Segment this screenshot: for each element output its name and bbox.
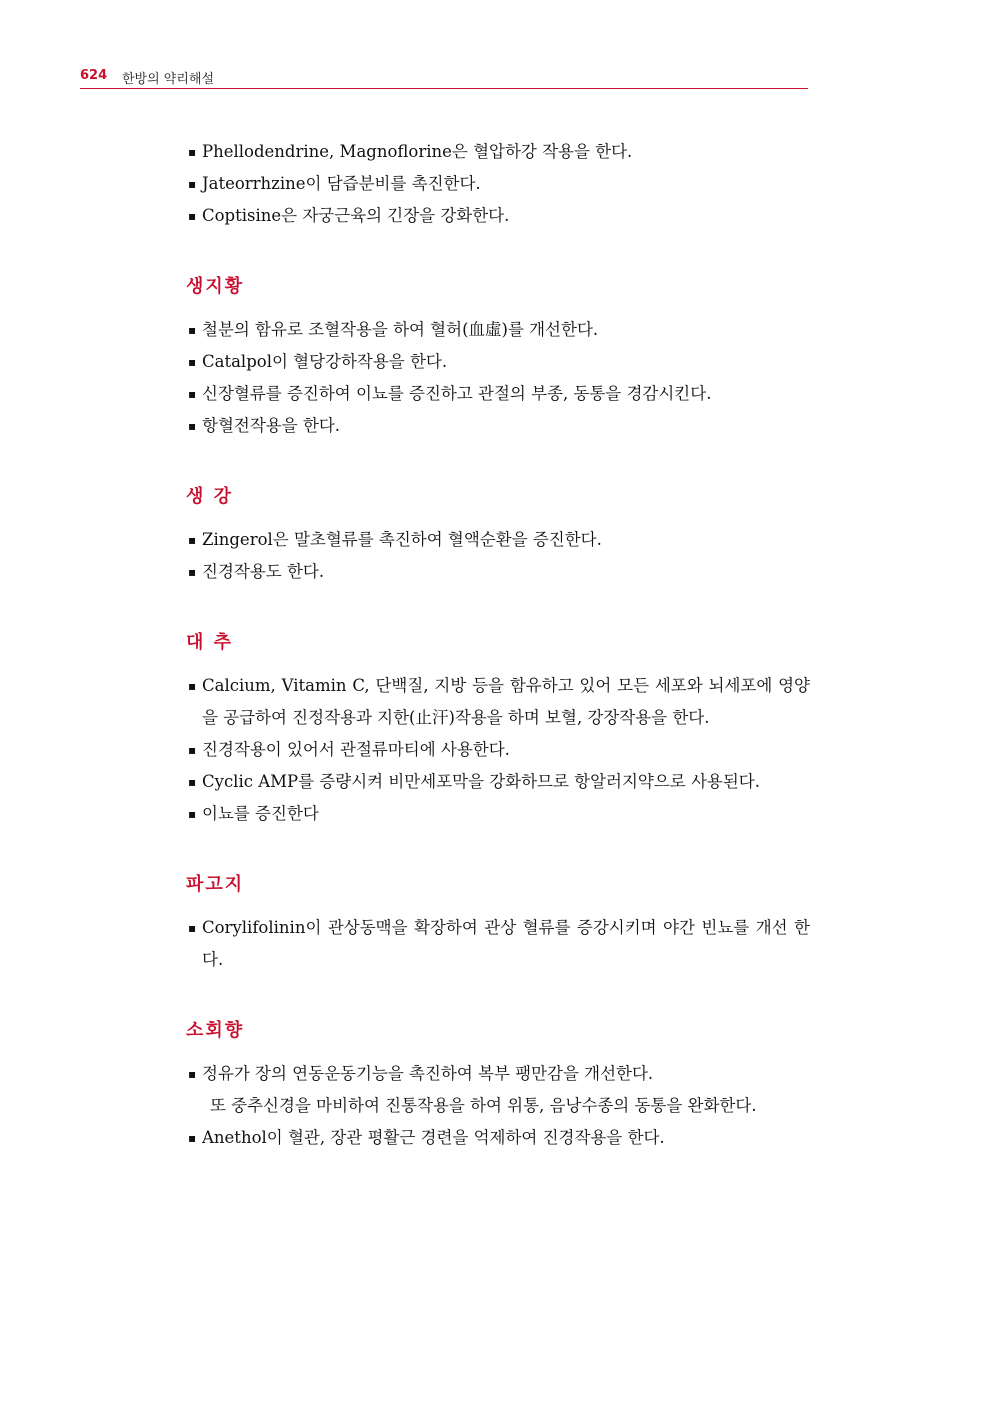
bullet-icon: ▪ (188, 775, 197, 789)
bullet-icon: ▪ (188, 177, 197, 191)
section-title: 파고지 (186, 874, 245, 895)
list-item: ▪ Jateorrhzine이 담즙분비를 촉진한다. (186, 168, 810, 200)
list-item: ▪ Phellodendrine, Magnoflorine은 혈압하강 작용을 한다. (186, 136, 810, 168)
list-item: ▪ Anethol이 혈관, 장관 평활근 경련을 억제하여 진경작용을 한다. (186, 1122, 810, 1154)
bullet-icon: ▪ (188, 1131, 197, 1145)
list-item: ▪ 신장혈류를 증진하여 이뇨를 증진하고 관절의 부종, 동통을 경감시킨다. (186, 378, 810, 410)
book-title: 한방의 약리해설 (122, 72, 215, 87)
item-list (186, 314, 810, 442)
section-title: 생지황 (186, 276, 245, 297)
list-item: ▪ Calcium, Vitamin C, 단백질, 지방 등을 함유하고 있어 모든 세포와 뇌세포에 영양을 공급하여 진정작용과 지한(止汗)작용을 하며 보혈, 강장작용을 한다. (186, 670, 810, 734)
list-item: ▪ Cyclic AMP를 증량시켜 비만세포막을 강화하므로 항알러지약으로 사용된다. (186, 766, 810, 798)
list-item: ▪ 진경작용도 한다. (186, 556, 810, 588)
list-item: ▪ Coptisine은 자궁근육의 긴장을 강화한다. (186, 200, 810, 232)
list-item: ▪ 이뇨를 증진한다 (186, 798, 810, 830)
bullet-icon: ▪ (188, 533, 197, 547)
page-content (186, 136, 810, 1194)
bullet-icon: ▪ (188, 1067, 197, 1081)
list-item: ▪ Catalpol이 혈당강하작용을 한다. (186, 346, 810, 378)
bullet-icon: ▪ (188, 419, 197, 433)
list-item: ▪ 정유가 장의 연동운동기능을 촉진하여 복부 팽만감을 개선한다. 또 중추신경을 마비하여 진통작용을 하여 위통, 음낭수종의 동통을 완화한다. (186, 1058, 810, 1122)
section-saengjihwang (186, 272, 810, 442)
item-list (186, 1058, 810, 1154)
section-title: 소회향 (186, 1020, 245, 1041)
page-number: 624 (80, 68, 108, 83)
bullet-icon: ▪ (188, 743, 197, 757)
bullet-icon: ▪ (188, 921, 197, 935)
list-item: ▪ Corylifolinin이 관상동맥을 확장하여 관상 혈류를 증강시키며 야간 빈뇨를 개선 한다. (186, 912, 810, 976)
page-header (80, 64, 808, 89)
bullet-icon: ▪ (188, 209, 197, 223)
bullet-icon: ▪ (188, 387, 197, 401)
list-item: ▪ Zingerol은 말초혈류를 촉진하여 혈액순환을 증진한다. (186, 524, 810, 556)
section-saenggang (186, 482, 810, 588)
item-list (186, 524, 810, 588)
item-list (186, 912, 810, 976)
bullet-icon: ▪ (188, 807, 197, 821)
list-item: ▪ 철분의 함유로 조혈작용을 하여 혈허(血虛)를 개선한다. (186, 314, 810, 346)
section-sohoehyang (186, 1016, 810, 1154)
section-intro (186, 136, 810, 232)
bullet-icon: ▪ (188, 145, 197, 159)
list-item: ▪ 항혈전작용을 한다. (186, 410, 810, 442)
section-title: 대 추 (186, 632, 234, 653)
bullet-icon: ▪ (188, 565, 197, 579)
item-list (186, 136, 810, 232)
section-daechu (186, 628, 810, 830)
bullet-icon: ▪ (188, 355, 197, 369)
continuation-line: 또 중추신경을 마비하여 진통작용을 하여 위통, 음낭수종의 동통을 완화한다. (210, 1096, 757, 1115)
bullet-icon: ▪ (188, 323, 197, 337)
list-item: ▪ 진경작용이 있어서 관절류마티에 사용한다. (186, 734, 810, 766)
section-pagoji (186, 870, 810, 976)
section-title: 생 강 (186, 486, 234, 507)
bullet-icon: ▪ (188, 679, 197, 693)
item-list (186, 670, 810, 830)
